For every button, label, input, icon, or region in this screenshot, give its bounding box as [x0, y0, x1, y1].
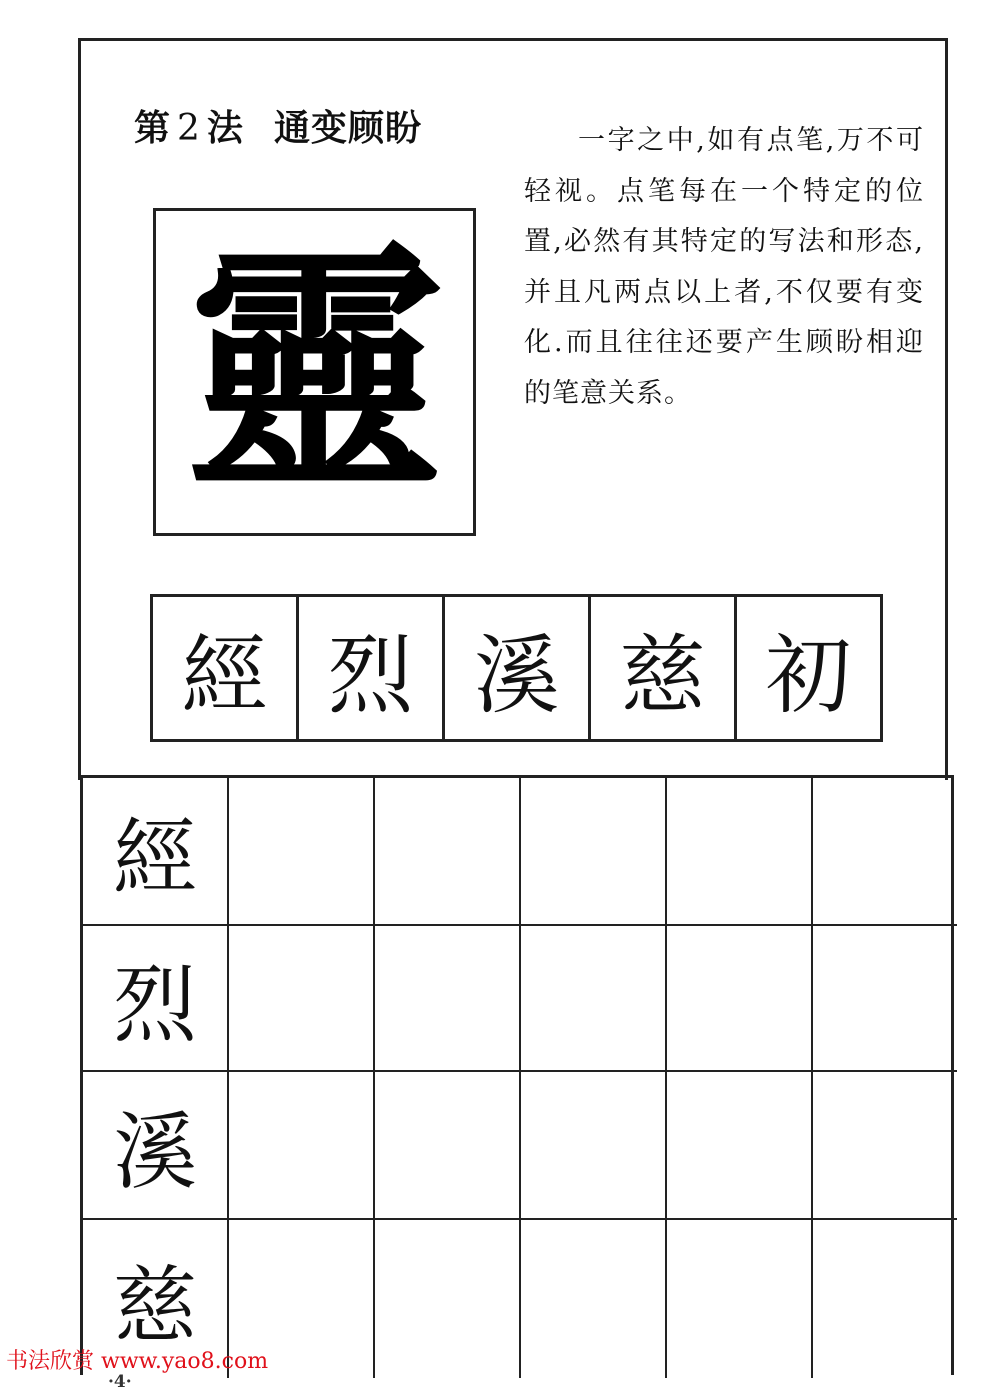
- practice-grid: [80, 775, 954, 1375]
- practice-blank-cell: [667, 778, 813, 926]
- practice-blank-cell: [375, 926, 521, 1072]
- demo-character-box: [153, 208, 476, 536]
- practice-blank-cell: [813, 926, 957, 1072]
- practice-blank-cell: [229, 926, 375, 1072]
- practice-blank-cell: [375, 1220, 521, 1378]
- example-character: 慈: [591, 597, 737, 739]
- example-character: 經: [153, 597, 299, 739]
- practice-model-character: 溪: [83, 1072, 229, 1220]
- demo-character: 靈: [184, 219, 445, 524]
- practice-blank-cell: [813, 778, 957, 926]
- page-number: ·4·: [108, 1372, 132, 1392]
- example-character: 烈: [299, 597, 445, 739]
- title-subtitle: 通变顾盼: [273, 108, 422, 149]
- practice-model-character: 烈: [83, 926, 229, 1072]
- example-character: 溪: [445, 597, 591, 739]
- practice-model-character: 經: [83, 778, 229, 926]
- section-title: [134, 100, 422, 151]
- practice-blank-cell: [667, 1072, 813, 1220]
- example-characters-row: [150, 594, 883, 742]
- practice-blank-cell: [813, 1072, 957, 1220]
- practice-blank-cell: [521, 1072, 667, 1220]
- practice-blank-cell: [229, 1072, 375, 1220]
- title-prefix: 第: [134, 108, 172, 149]
- title-number: 2: [177, 108, 201, 149]
- practice-blank-cell: [667, 926, 813, 1072]
- practice-model-character: 慈: [83, 1220, 229, 1378]
- practice-blank-cell: [521, 926, 667, 1072]
- practice-blank-cell: [375, 1072, 521, 1220]
- example-character: 初: [765, 626, 852, 726]
- site-watermark: 书法欣赏 www.yao8.com: [6, 1349, 269, 1374]
- practice-blank-cell: [229, 778, 375, 926]
- practice-blank-cell: [521, 778, 667, 926]
- practice-blank-cell: [375, 778, 521, 926]
- explanation-paragraph: 一字之中,如有点笔,万不可轻视。点笔每在一个特定的位置,必然有其特定的写法和形态,并且凡两点以上者,不仅要有变化.而且往往还要产生顾盼相迎的笔意关系。: [524, 125, 924, 409]
- practice-blank-cell: [813, 1220, 957, 1378]
- practice-blank-cell: [521, 1220, 667, 1378]
- practice-blank-cell: [667, 1220, 813, 1378]
- title-method: 法: [206, 108, 244, 149]
